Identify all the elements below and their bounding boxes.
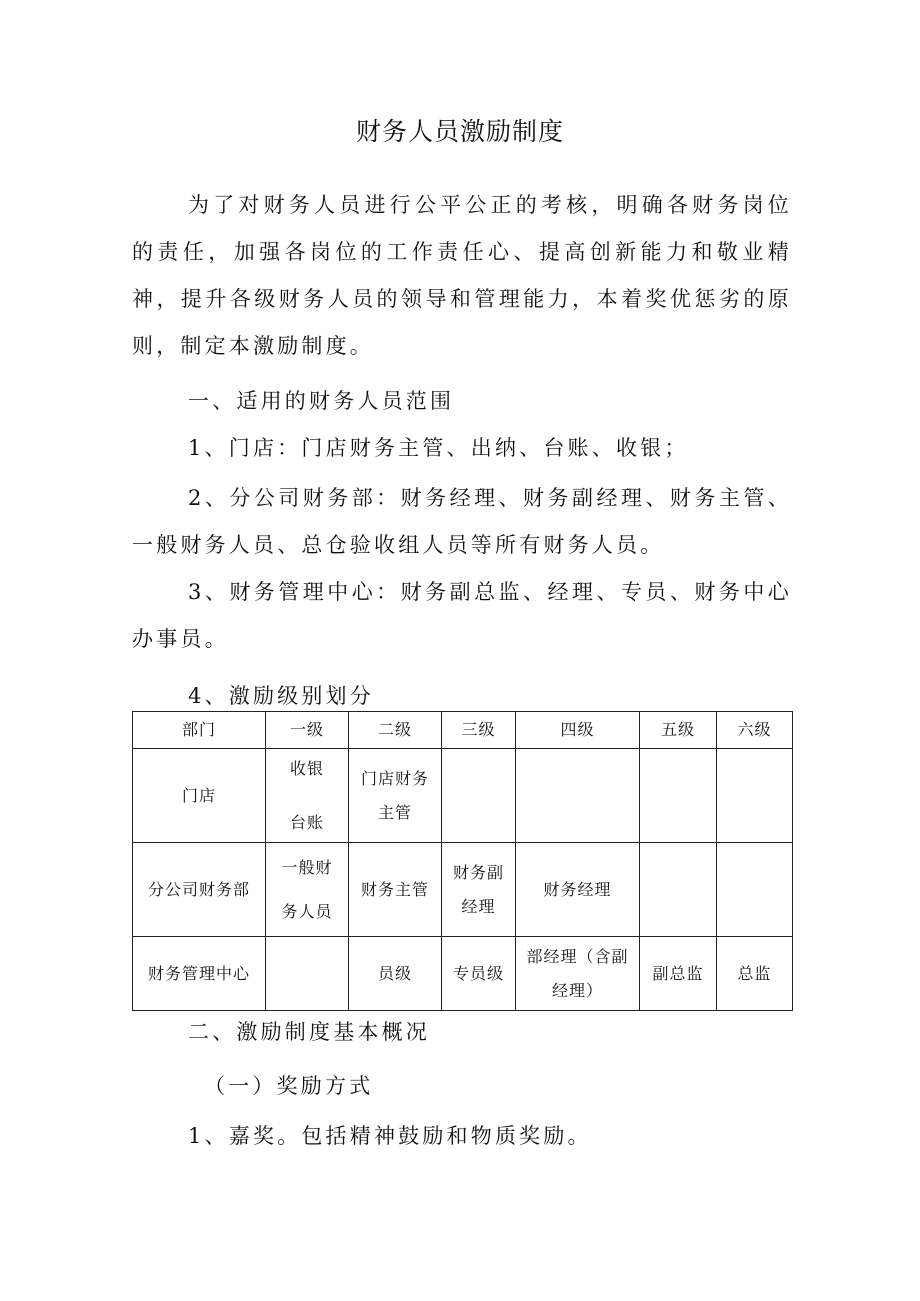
table-cell: 员级 — [349, 937, 442, 1011]
incentive-level-table — [132, 711, 793, 1011]
table-cell — [516, 937, 640, 1011]
table-header-cell: 一级 — [266, 712, 349, 749]
cell-line: 一般财 — [281, 857, 333, 877]
cell-line: 财务副 — [452, 862, 504, 882]
table-cell: 副总监 — [640, 937, 717, 1011]
table-cell-dept: 分公司财务部 — [133, 843, 266, 937]
cell-line: 台账 — [289, 812, 324, 832]
section1-heading: 一、适用的财务人员范围 — [188, 389, 455, 413]
table-cell — [266, 843, 349, 937]
cell-line: 经理 — [461, 896, 496, 916]
intro-paragraph: 为了对财务人员进行公平公正的考核，明确各财务岗位的责任，加强各岗位的工作责任心、提高创新能力和敬业精神，提升各级财务人员的领导和管理能力，本着奖优惩劣的原则，制定本激励制度。 — [132, 193, 792, 358]
table-cell: 财务主管 — [349, 843, 442, 937]
table-cell — [266, 937, 349, 1011]
cell-line: 收银 — [289, 758, 324, 778]
cell-line: 部经理（含副 — [526, 946, 629, 966]
scope-item-1: 1、门店：门店财务主管、出纳、台账、收银； — [188, 436, 689, 460]
table-cell — [442, 749, 516, 843]
table-row — [133, 937, 793, 1011]
table-row — [133, 843, 793, 937]
table-cell — [349, 749, 442, 843]
table-header-cell: 部门 — [133, 712, 266, 749]
cell-line: 门店财务 — [360, 768, 429, 788]
cell-line: 务人员 — [281, 901, 333, 921]
scope-item-3: 3、财务管理中心：财务副总监、经理、专员、财务中心办事员。 — [132, 580, 792, 651]
table-cell-dept: 门店 — [133, 749, 266, 843]
table-header-cell: 三级 — [442, 712, 516, 749]
table-header-row — [133, 712, 793, 749]
table-cell — [266, 749, 349, 843]
table-cell — [640, 749, 717, 843]
table-cell: 总监 — [717, 937, 793, 1011]
table-cell — [516, 749, 640, 843]
reward-item-1: 1、嘉奖。包括精神鼓励和物质奖励。 — [188, 1124, 592, 1148]
table-header-cell: 五级 — [640, 712, 717, 749]
cell-line: 经理） — [551, 980, 603, 1000]
table-cell: 专员级 — [442, 937, 516, 1011]
document-title: 财务人员激励制度 — [355, 117, 564, 146]
table-cell-dept: 财务管理中心 — [133, 937, 266, 1011]
cell-line: 主管 — [377, 802, 412, 822]
scope-item-4: 4、激励级别划分 — [188, 684, 374, 708]
scope-item-2: 2、分公司财务部：财务经理、财务副经理、财务主管、一般财务人员、总仓验收组人员等所有财务人员。 — [132, 486, 792, 557]
table-row — [133, 749, 793, 843]
subsection1-heading: （一）奖励方式 — [204, 1074, 374, 1098]
table-cell: 财务经理 — [516, 843, 640, 937]
table-cell — [640, 843, 717, 937]
table-header-cell: 二级 — [349, 712, 442, 749]
table-header-cell: 六级 — [717, 712, 793, 749]
table-cell — [717, 843, 793, 937]
table-cell — [442, 843, 516, 937]
section2-heading: 二、激励制度基本概况 — [188, 1020, 430, 1044]
table-cell — [717, 749, 793, 843]
table-header-cell: 四级 — [516, 712, 640, 749]
